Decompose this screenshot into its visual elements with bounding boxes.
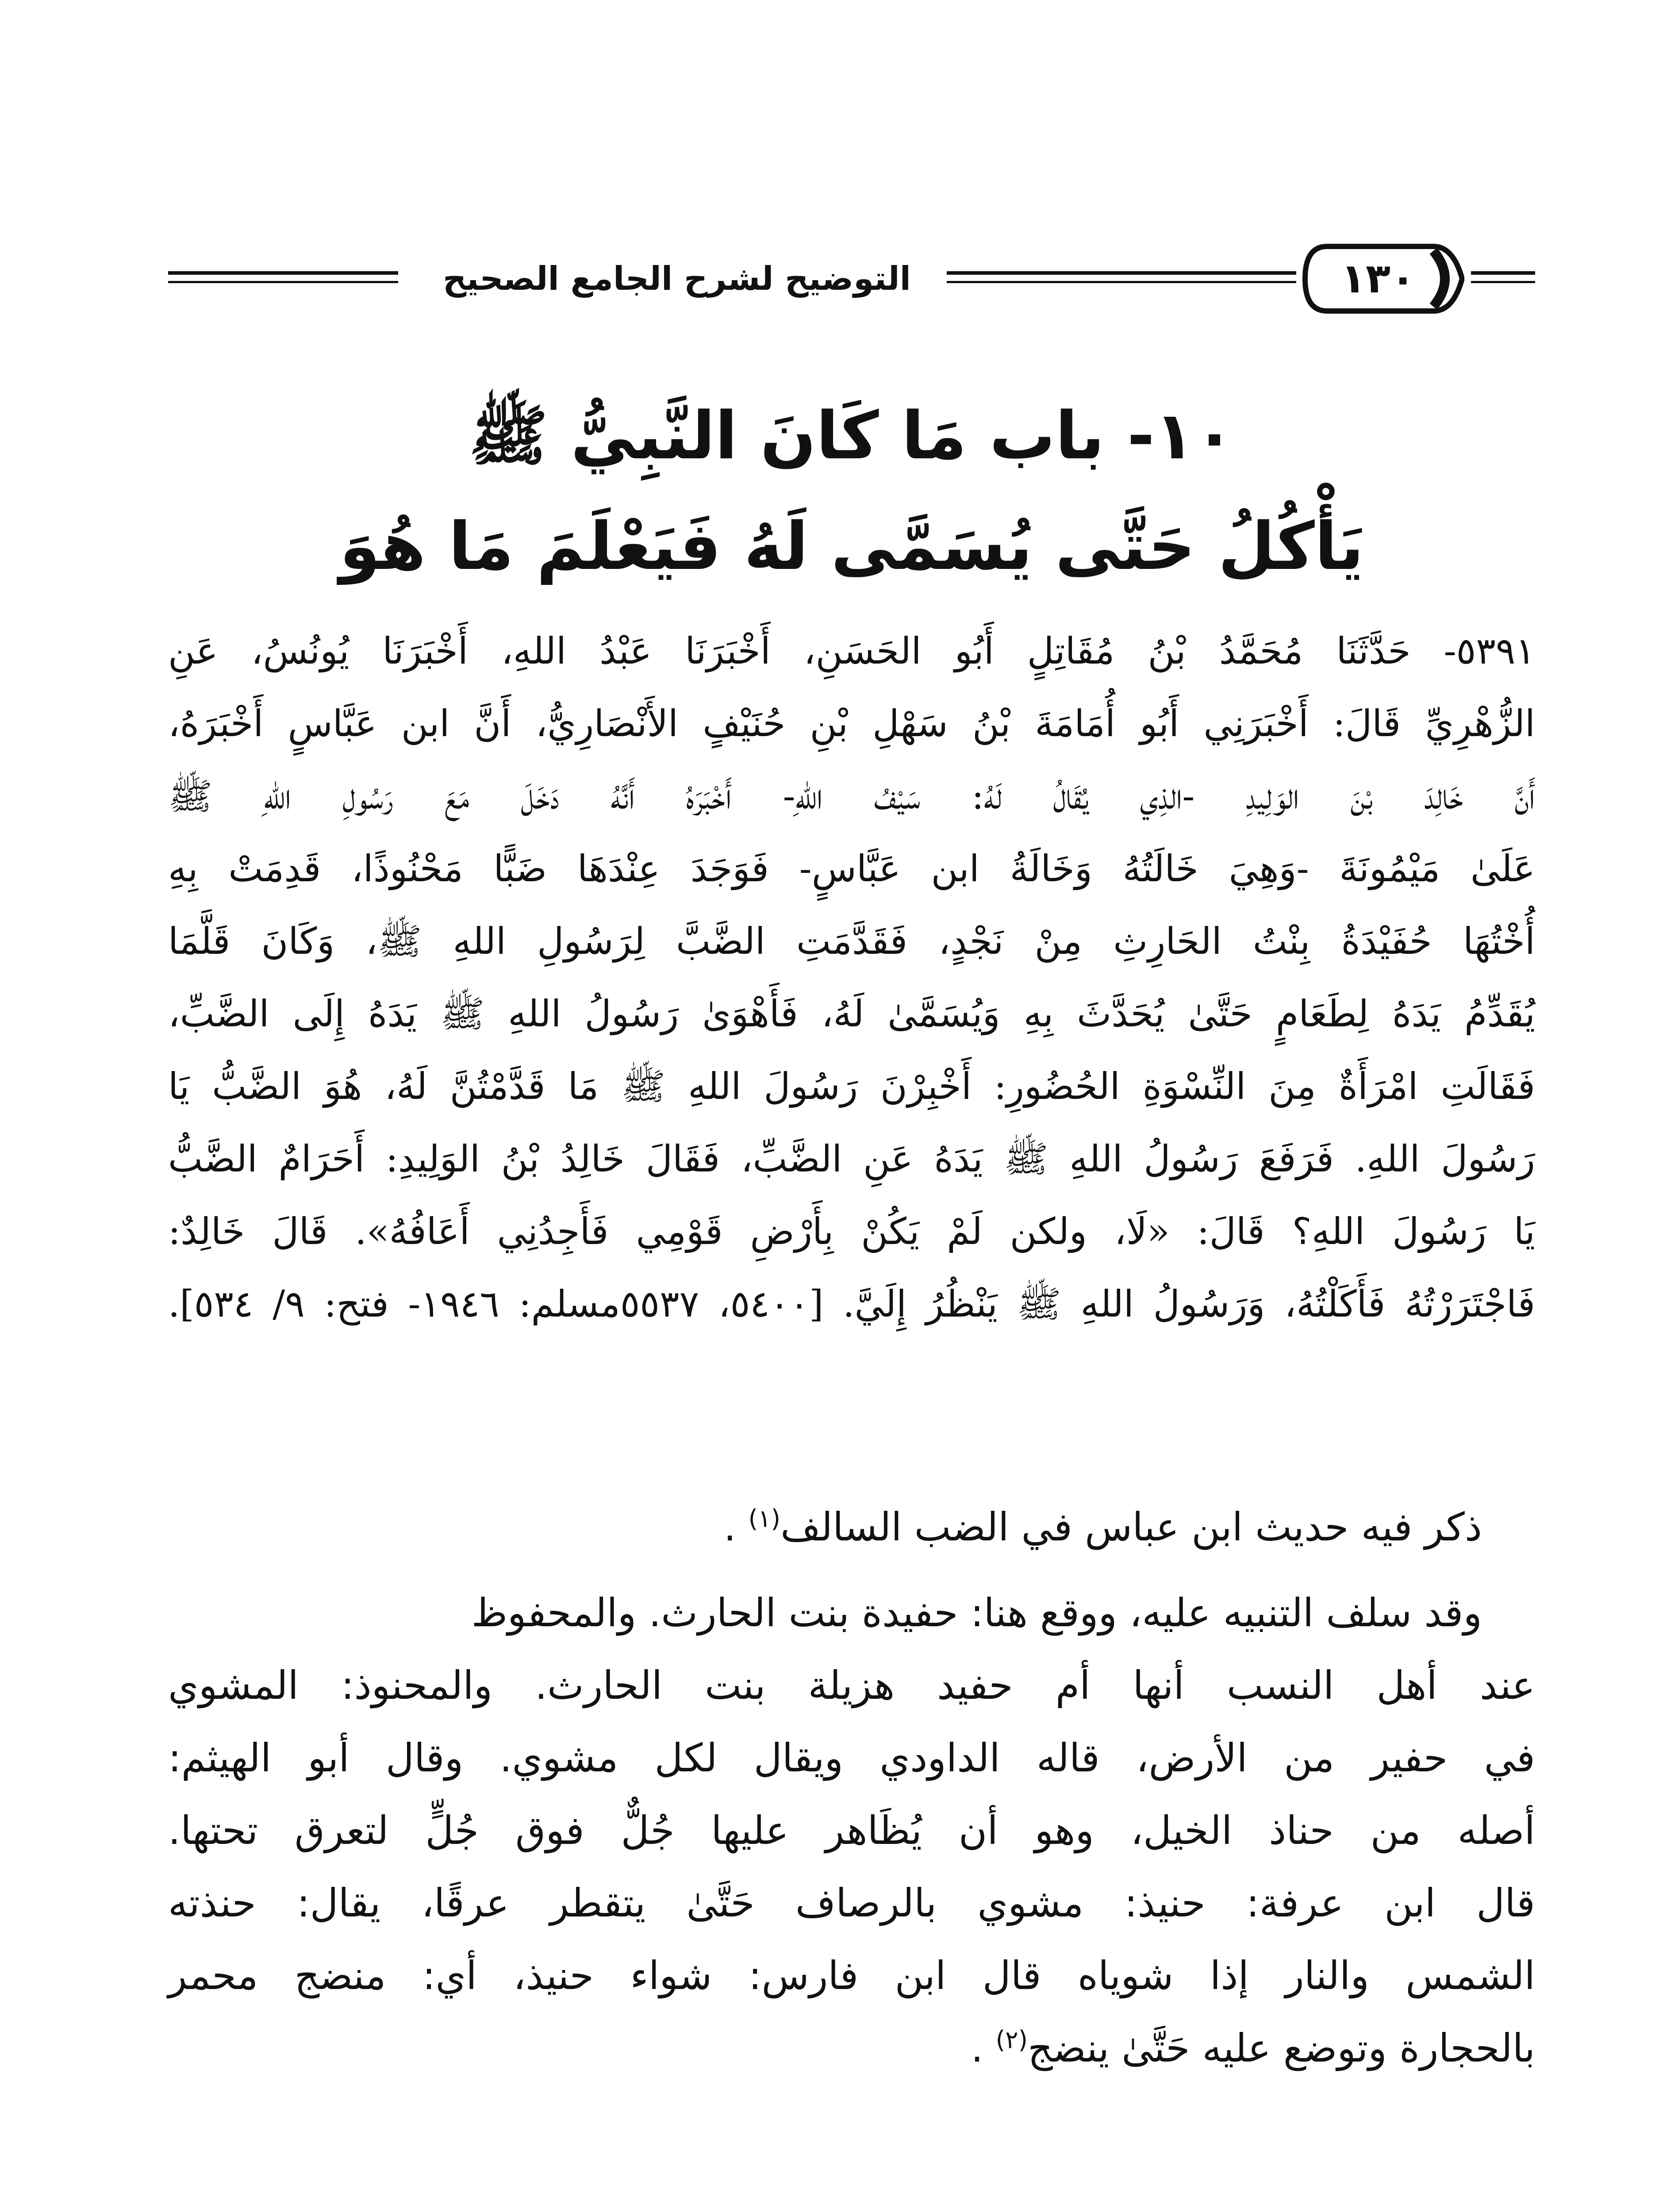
running-title: التوضيح لشرح الجامع الصحيح bbox=[442, 260, 911, 298]
page-number-badge bbox=[1301, 241, 1464, 316]
commentary-text bbox=[168, 1491, 1535, 2085]
commentary-text-run: بالحجارة وتوضع عليه حَتَّىٰ ينضج bbox=[1028, 2025, 1535, 2071]
header-rule-right-thin bbox=[1471, 281, 1535, 283]
commentary-line: وقد سلف التنبيه عليه، ووقع هنا: حفيدة بنت الحارث. والمحفوظ bbox=[471, 1590, 1482, 1636]
hadith-line: أُخْتُهَا حُفَيْدَةُ بِنْتُ الحَارِثِ مِنْ نَجْدٍ، فَقَدَّمَتِ الضَّبَّ لِرَسُولِ اللهِ ﷺ، وَكَانَ قَلَّمَا bbox=[168, 920, 1535, 963]
punctuation: . bbox=[723, 1504, 736, 1550]
commentary-line-last bbox=[168, 2012, 1535, 2085]
commentary-line: أصله من حناذ الخيل، وهو أن يُظَاهر عليها جُلٌّ فوق جُلٍّ لتعرق تحتها. bbox=[168, 1808, 1535, 1853]
header-rule-left bbox=[168, 271, 398, 275]
hadith-line: فَاجْتَرَرْتُهُ فَأَكَلْتُهُ، وَرَسُولُ اللهِ ﷺ يَنْظُرُ إِلَيَّ. [٥٤٠٠، ٥٥٣٧مسلم: ١٩٤٦- فتح: ٩/ ٥٣٤]. bbox=[168, 1283, 1536, 1325]
chapter-heading-line-1: ١٠- باب مَا كَانَ النَّبِيُّ ﷺ bbox=[469, 398, 1235, 474]
commentary-line: الشمس والنار إذا شوياه قال ابن فارس: شواء حنيذ، أي: منضج محمر bbox=[168, 1953, 1535, 1998]
commentary-line: قال ابن عرفة: حنيذ: مشوي بالرصاف حَتَّىٰ يتقطر عرقًا، يقال: حنذته bbox=[168, 1880, 1535, 1926]
hadith-line: يُقَدِّمُ يَدَهُ لِطَعَامٍ حَتَّىٰ يُحَدَّثَ بِهِ وَيُسَمَّىٰ لَهُ، فَأَهْوَىٰ رَسُولُ اللهِ ﷺ يَدَهُ إِلَى الضَّبِّ، bbox=[168, 992, 1535, 1035]
hadith-line: فَقَالَتِ امْرَأَةٌ مِنَ النِّسْوَةِ الحُضُورِ: أَخْبِرْنَ رَسُولَ اللهِ ﷺ مَا قَدَّمْتُنَّ لَهُ، هُوَ الضَّبُّ يَا bbox=[168, 1065, 1535, 1108]
chapter-heading bbox=[168, 380, 1535, 602]
page-number: ١٣٠ bbox=[1340, 255, 1416, 302]
header-rule-middle-thin bbox=[947, 281, 1296, 283]
hadith-line: عَلَىٰ مَيْمُونَةَ -وَهِيَ خَالَتُهُ وَخَالَةُ ابن عَبَّاسٍ- فَوَجَدَ عِنْدَهَا ضَبًّا مَحْنُوذًا، قَدِمَتْ بِهِ bbox=[168, 847, 1535, 890]
commentary-line: عند أهل النسب أنها أم حفيد هزيلة بنت الحارث. والمحنوذ: المشوي bbox=[168, 1663, 1535, 1708]
hadith-line: الزُّهْرِيِّ قَالَ: أَخْبَرَنِي أَبُو أُمَامَةَ بْنُ سَهْلِ بْنِ حُنَيْفٍ الأَنْصَارِيُّ، أَنَّ ابن عَبَّاسٍ أَخْبَرَهُ، bbox=[168, 702, 1535, 745]
header-rule-left-thin bbox=[168, 281, 398, 283]
commentary-line: في حفير من الأرض، قاله الداودي ويقال لكل مشوي. وقال أبو الهيثم: bbox=[168, 1735, 1535, 1781]
commentary-paragraph-1 bbox=[168, 1491, 1535, 1563]
chapter-heading-line-2: يَأْكُلُ حَتَّى يُسَمَّى لَهُ فَيَعْلَمَ مَا هُوَ bbox=[339, 508, 1364, 584]
hadith-line: أَنَّ خَالِدَ بْنَ الوَلِيدِ -الذِي يُقَالُ لَهُ: سَيْفُ اللهِ- أَخْبَرَهُ أَنَّهُ دَخَلَ مَعَ رَسُولِ اللهِ ﷺ bbox=[168, 775, 1535, 818]
running-header bbox=[168, 237, 1535, 325]
hadith-text bbox=[168, 615, 1535, 1340]
header-rule-middle bbox=[947, 271, 1296, 275]
commentary-text-run: ذكر فيه حديث ابن عباس في الضب السالف bbox=[780, 1504, 1482, 1550]
punctuation: . bbox=[971, 2025, 983, 2071]
hadith-line: يَا رَسُولَ اللهِ؟ قَالَ: «لَا، ولكن لَمْ يَكُنْ بِأَرْضِ قَوْمِي فَأَجِدُنِي أَعَافُهُ». قَالَ خَالِدٌ: bbox=[168, 1210, 1535, 1253]
header-rule-right bbox=[1471, 271, 1535, 275]
footnote-ref-2[interactable]: (٢) bbox=[995, 2025, 1028, 2054]
hadith-line: رَسُولَ اللهِ. فَرَفَعَ رَسُولُ اللهِ ﷺ يَدَهُ عَنِ الضَّبِّ، فَقَالَ خَالِدُ بْنُ الوَلِيدِ: أَحَرَامٌ الضَّبُّ bbox=[168, 1137, 1535, 1180]
hadith-line: ٥٣٩١- حَدَّثَنَا مُحَمَّدُ بْنُ مُقَاتِلٍ أَبُو الحَسَنِ، أَخْبَرَنَا عَبْدُ اللهِ، أَخْبَرَنَا يُونُسُ، عَنِ bbox=[168, 630, 1535, 672]
footnote-ref-1[interactable]: (١) bbox=[748, 1504, 781, 1533]
